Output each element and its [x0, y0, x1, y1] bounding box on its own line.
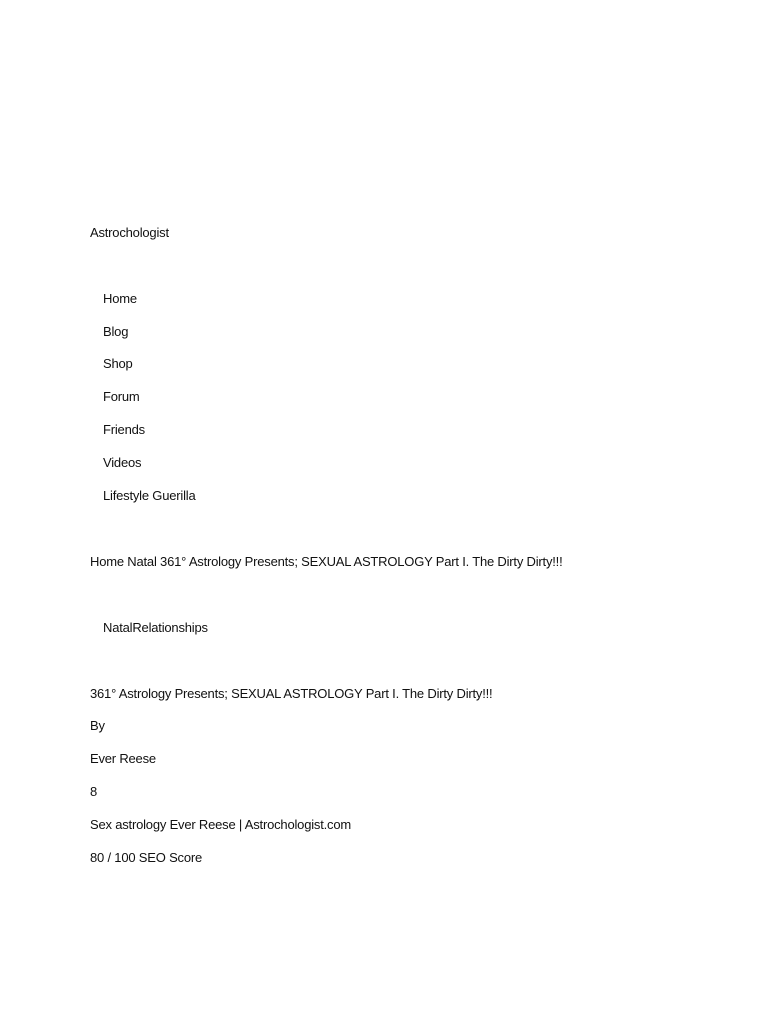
comment-count[interactable]: 8	[90, 784, 98, 799]
author-name[interactable]: Ever Reese	[90, 751, 156, 766]
nav-item-lifestyle-guerilla[interactable]: Lifestyle Guerilla	[103, 488, 196, 503]
site-title[interactable]: Astrochologist	[90, 225, 169, 240]
nav-item-blog[interactable]: Blog	[103, 324, 129, 339]
nav-item-shop[interactable]: Shop	[103, 356, 133, 371]
nav-item-forum[interactable]: Forum	[103, 389, 140, 404]
byline-label: By	[90, 718, 105, 733]
breadcrumb[interactable]: Home Natal 361° Astrology Presents; SEXUAL ASTROLOGY Part I. The Dirty Dirty!!!	[90, 554, 563, 569]
article-title: 361° Astrology Presents; SEXUAL ASTROLOGY Part I. The Dirty Dirty!!!	[90, 686, 493, 701]
nav-item-friends[interactable]: Friends	[103, 422, 145, 437]
seo-meta-title: Sex astrology Ever Reese | Astrochologist.com	[90, 817, 351, 832]
seo-score: 80 / 100 SEO Score	[90, 850, 203, 865]
category-links[interactable]: NatalRelationships	[103, 620, 208, 635]
nav-item-videos[interactable]: Videos	[103, 455, 142, 470]
nav-item-home[interactable]: Home	[103, 291, 137, 306]
